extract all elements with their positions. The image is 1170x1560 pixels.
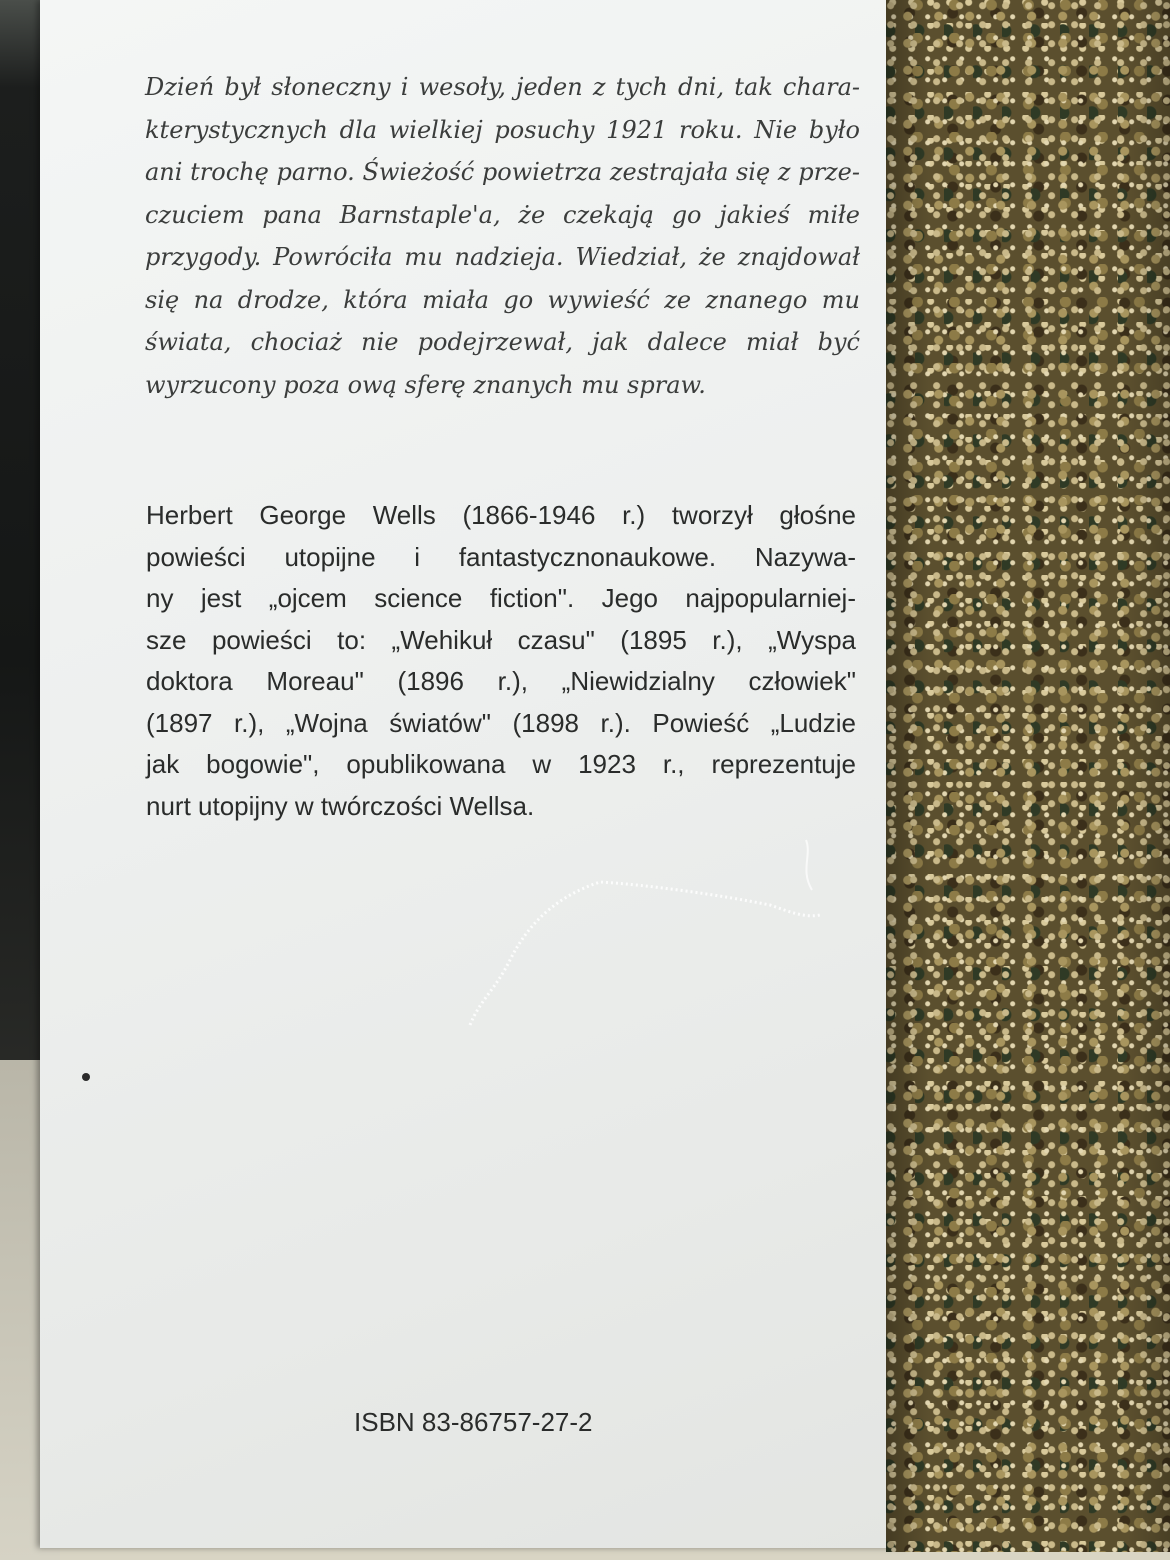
bio-line: sze powieści to: „Wehikuł czasu" (1895 r.), „Wyspa: [146, 624, 856, 655]
quote-line: wyrzucony poza ową sferę znanych mu spraw.: [145, 370, 706, 399]
quote-line: ani trochę parno. Świeżość powietrza zestrajała się z prze-: [145, 158, 860, 186]
bio-line: nurt utopijny w twórczości Wellsa.: [146, 790, 535, 821]
bio-line: powieści utopijne i fantastycznonaukowe. Nazywa-: [146, 541, 856, 572]
bio-line: jak bogowie", opublikowana w 1923 r., reprezentuje: [146, 749, 856, 779]
quote-line: świata, chociaż nie podejrzewał, jak dalece miał być: [145, 328, 860, 356]
isbn-number: ISBN 83-86757-27-2: [354, 1407, 593, 1437]
bio-line: ny jest „ojcem science fiction". Jego najpopularniej-: [146, 583, 856, 613]
bio-line: doktora Moreau" (1896 r.), „Niewidzialny człowiek": [146, 666, 856, 696]
bio-line: Herbert George Wells (1866-1946 r.) tworzył głośne: [146, 500, 856, 530]
quote-line: się na drodze, która miała go wywieść ze znanego mu: [145, 285, 860, 314]
author-biography: [146, 495, 856, 827]
spine-shading: [886, 0, 1170, 1552]
bio-line: (1897 r.), „Wojna światów" (1898 r.). Powieść „Ludzie: [146, 707, 856, 738]
quote-line: kterystycznych dla wielkiej posuchy 1921 roku. Nie było: [145, 115, 860, 144]
excerpt-quote: [145, 66, 860, 406]
quote-line: Dzień był słoneczny i wesoły, jeden z tych dni, tak chara-: [145, 73, 860, 101]
quote-line: czuciem pana Barnstaple'a, że czekają go jakieś miłe: [145, 200, 860, 229]
quote-line: przygody. Powróciła mu nadzieja. Wiedział, że znajdował: [145, 243, 860, 271]
